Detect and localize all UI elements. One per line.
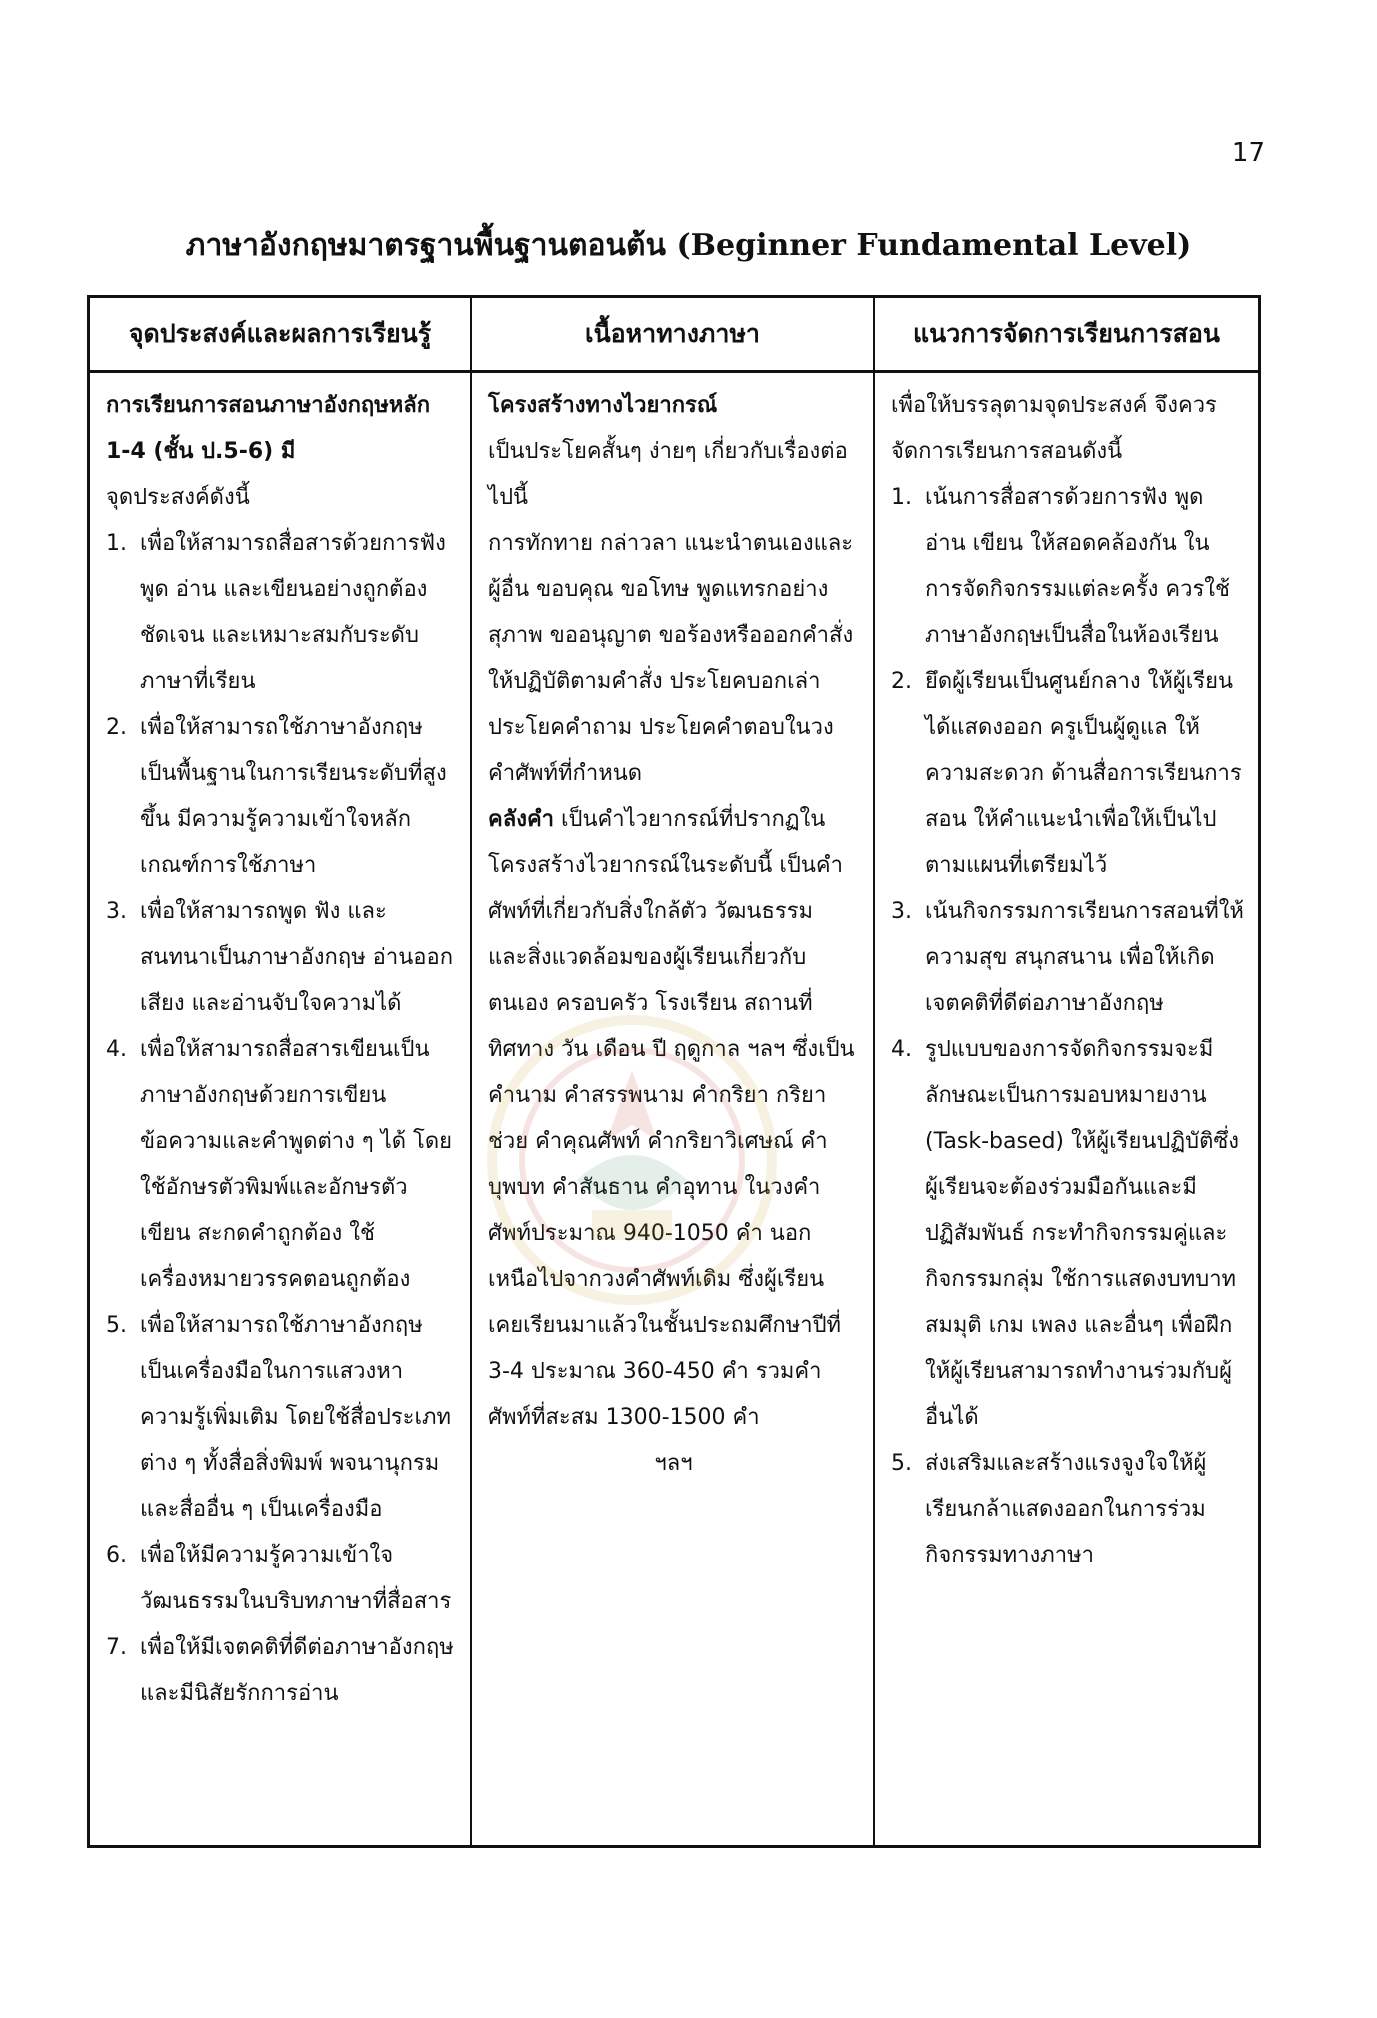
- page-number: 17: [1231, 138, 1265, 168]
- page-title: [0, 222, 1377, 269]
- header-language-content: เนื้อหาทางภาษา: [472, 298, 875, 373]
- objectives-intro: จุดประสงค์ดังนี้: [106, 485, 250, 510]
- list-item: [891, 659, 1244, 889]
- header-objectives: จุดประสงค์และผลการเรียนรู้: [90, 298, 472, 373]
- item-number: 5.: [106, 1313, 127, 1338]
- approach-intro: เพื่อให้บรรลุตามจุดประสงค์ จึงควรจัดการเรียนการสอนดังนี้: [891, 393, 1217, 464]
- objectives-intro-bold: การเรียนการสอนภาษาอังกฤษหลัก 1-4 (ชั้น ป.5-6) มี: [106, 393, 431, 464]
- item-number: 2.: [891, 669, 912, 694]
- language-content-cell: [472, 373, 875, 1845]
- item-number: 7.: [106, 1635, 127, 1660]
- item-text: เพื่อให้สามารถสื่อสารด้วยการฟัง พูด อ่าน และเขียนอย่างถูกต้อง ชัดเจน และเหมาะสมกับระดับภาษาที่เรียน: [140, 531, 446, 694]
- item-text: รูปแบบของการจัดกิจกรรมจะมีลักษณะเป็นการมอบหมายงาน (Task-based) ให้ผู้เรียนปฏิบัติซึ่งผู้เรียนจะต้องร่วมมือกันและมีปฏิสัมพันธ์ กระทำกิจกรรมคู่และกิจกรรมกลุ่ม ใช้การแสดงบทบาทสมมุติ เกม เพลง และอื่นๆ เพื่อฝึกให้ผู้เรียนสามารถทำงานร่วมกับผู้อื่นได้: [925, 1037, 1240, 1430]
- item-number: 1.: [106, 531, 127, 556]
- item-text: เพื่อให้สามารถพูด ฟัง และสนทนาเป็นภาษาอังกฤษ อ่านออกเสียง และอ่านจับใจความได้: [140, 899, 454, 1016]
- list-item: [106, 1533, 456, 1625]
- list-item: [891, 889, 1244, 1027]
- item-text: เน้นกิจกรรมการเรียนการสอนที่ให้ความสุข สนุกสนาน เพื่อให้เกิดเจตคติที่ดีต่อภาษาอังกฤษ: [925, 899, 1244, 1016]
- grammar-heading: โครงสร้างทางไวยากรณ์: [488, 393, 718, 418]
- curriculum-table: [87, 295, 1261, 1848]
- item-text: เพื่อให้มีเจตคติที่ดีต่อภาษาอังกฤษและมีนิสัยรักการอ่าน: [140, 1635, 454, 1706]
- vocabulary-paragraph: [488, 797, 859, 1441]
- vocabulary-text: เป็นคำไวยากรณ์ที่ปรากฏในโครงสร้างไวยากรณ์ในระดับนี้ เป็นคำศัพท์ที่เกี่ยวกับสิ่งใกล้ตัว วัฒนธรรม และสิ่งแวดล้อมของผู้เรียนเกี่ยวกับตนเอง ครอบครัว โรงเรียน สถานที่ ทิศทาง วัน เดือน ปี ฤดูกาล ฯลฯ ซึ่งเป็นคำนาม คำสรรพนาม คำกริยา กริยาช่วย คำคุณศัพท์ คำกริยาวิเศษณ์ คำบุพบท คำสันธาน คำอุทาน ในวงคำศัพท์ประมาณ 940-1050 คำ นอกเหนือไปจากวงคำศัพท์เดิม ซึ่งผู้เรียนเคยเรียนมาแล้วในชั้นประถมศึกษาปีที่ 3-4 ประมาณ 360-450 คำ รวมคำศัพท์ที่สะสม 1300-1500 คำ: [488, 807, 855, 1430]
- title-thai: ภาษาอังกฤษมาตรฐานพื้นฐานตอนต้น: [185, 228, 666, 263]
- item-number: 1.: [891, 485, 912, 510]
- item-number: 2.: [106, 715, 127, 740]
- list-item: [106, 705, 456, 889]
- list-item: [891, 1027, 1244, 1441]
- item-text: เพื่อให้มีความรู้ความเข้าใจวัฒนธรรมในบริบทภาษาที่สื่อสาร: [140, 1543, 452, 1614]
- etc-mark: ฯลฯ: [654, 1451, 693, 1476]
- item-number: 6.: [106, 1543, 127, 1568]
- item-text: เพื่อให้สามารถใช้ภาษาอังกฤษเป็นพื้นฐานในการเรียนระดับที่สูงขึ้น มีความรู้ความเข้าใจหลักเกณฑ์การใช้ภาษา: [140, 715, 447, 878]
- item-text: เพื่อให้สามารถใช้ภาษาอังกฤษเป็นเครื่องมือในการแสวงหาความรู้เพิ่มเติม โดยใช้สื่อประเภทต่าง ๆ ทั้งสื่อสิ่งพิมพ์ พจนานุกรม และสื่ออื่น ๆ เป็นเครื่องมือ: [140, 1313, 451, 1522]
- objectives-cell: [90, 373, 472, 1845]
- list-item: [106, 521, 456, 705]
- list-item: [891, 475, 1244, 659]
- item-number: 3.: [891, 899, 912, 924]
- objectives-list: [106, 521, 456, 1717]
- item-text: เพื่อให้สามารถสื่อสารเขียนเป็นภาษาอังกฤษด้วยการเขียนข้อความและคำพูดต่าง ๆ ได้ โดยใช้อักษรตัวพิมพ์และอักษรตัวเขียน สะกดคำถูกต้อง ใช้เครื่องหมายวรรคตอนถูกต้อง: [140, 1037, 453, 1292]
- item-number: 4.: [106, 1037, 127, 1062]
- title-english: (Beginner Fundamental Level): [676, 228, 1192, 263]
- list-item: [891, 1441, 1244, 1579]
- list-item: [106, 1027, 456, 1303]
- list-item: [106, 889, 456, 1027]
- item-number: 4.: [891, 1037, 912, 1062]
- vocabulary-label: คลังคำ: [488, 807, 555, 832]
- item-number: 5.: [891, 1451, 912, 1476]
- item-text: ยึดผู้เรียนเป็นศูนย์กลาง ให้ผู้เรียนได้แสดงออก ครูเป็นผู้ดูแล ให้ความสะดวก ด้านสื่อการเรียนการสอน ให้คำแนะนำเพื่อให้เป็นไปตามแผนที่เตรียมไว้: [925, 669, 1242, 878]
- header-teaching-approach: แนวการจัดการเรียนการสอน: [875, 298, 1258, 373]
- list-item: [106, 1625, 456, 1717]
- grammar-topics: การทักทาย กล่าวลา แนะนำตนเองและผู้อื่น ขอบคุณ ขอโทษ พูดแทรกอย่างสุภาพ ขออนุญาต ขอร้องหรือออกคำสั่งให้ปฏิบัติตามคำสั่ง ประโยคบอกเล่า ประโยคคำถาม ประโยคคำตอบในวงคำศัพท์ที่กำหนด: [488, 531, 854, 786]
- item-number: 3.: [106, 899, 127, 924]
- approach-list: [891, 475, 1244, 1579]
- list-item: [106, 1303, 456, 1533]
- teaching-approach-cell: [875, 373, 1258, 1845]
- item-text: เน้นการสื่อสารด้วยการฟัง พูด อ่าน เขียน ให้สอดคล้องกัน ในการจัดกิจกรรมแต่ละครั้ง ควรใช้ภาษาอังกฤษเป็นสื่อในห้องเรียน: [925, 485, 1230, 648]
- grammar-intro: เป็นประโยคสั้นๆ ง่ายๆ เกี่ยวกับเรื่องต่อไปนี้: [488, 439, 848, 510]
- item-text: ส่งเสริมและสร้างแรงจูงใจให้ผู้เรียนกล้าแสดงออกในการร่วมกิจกรรมทางภาษา: [925, 1451, 1207, 1568]
